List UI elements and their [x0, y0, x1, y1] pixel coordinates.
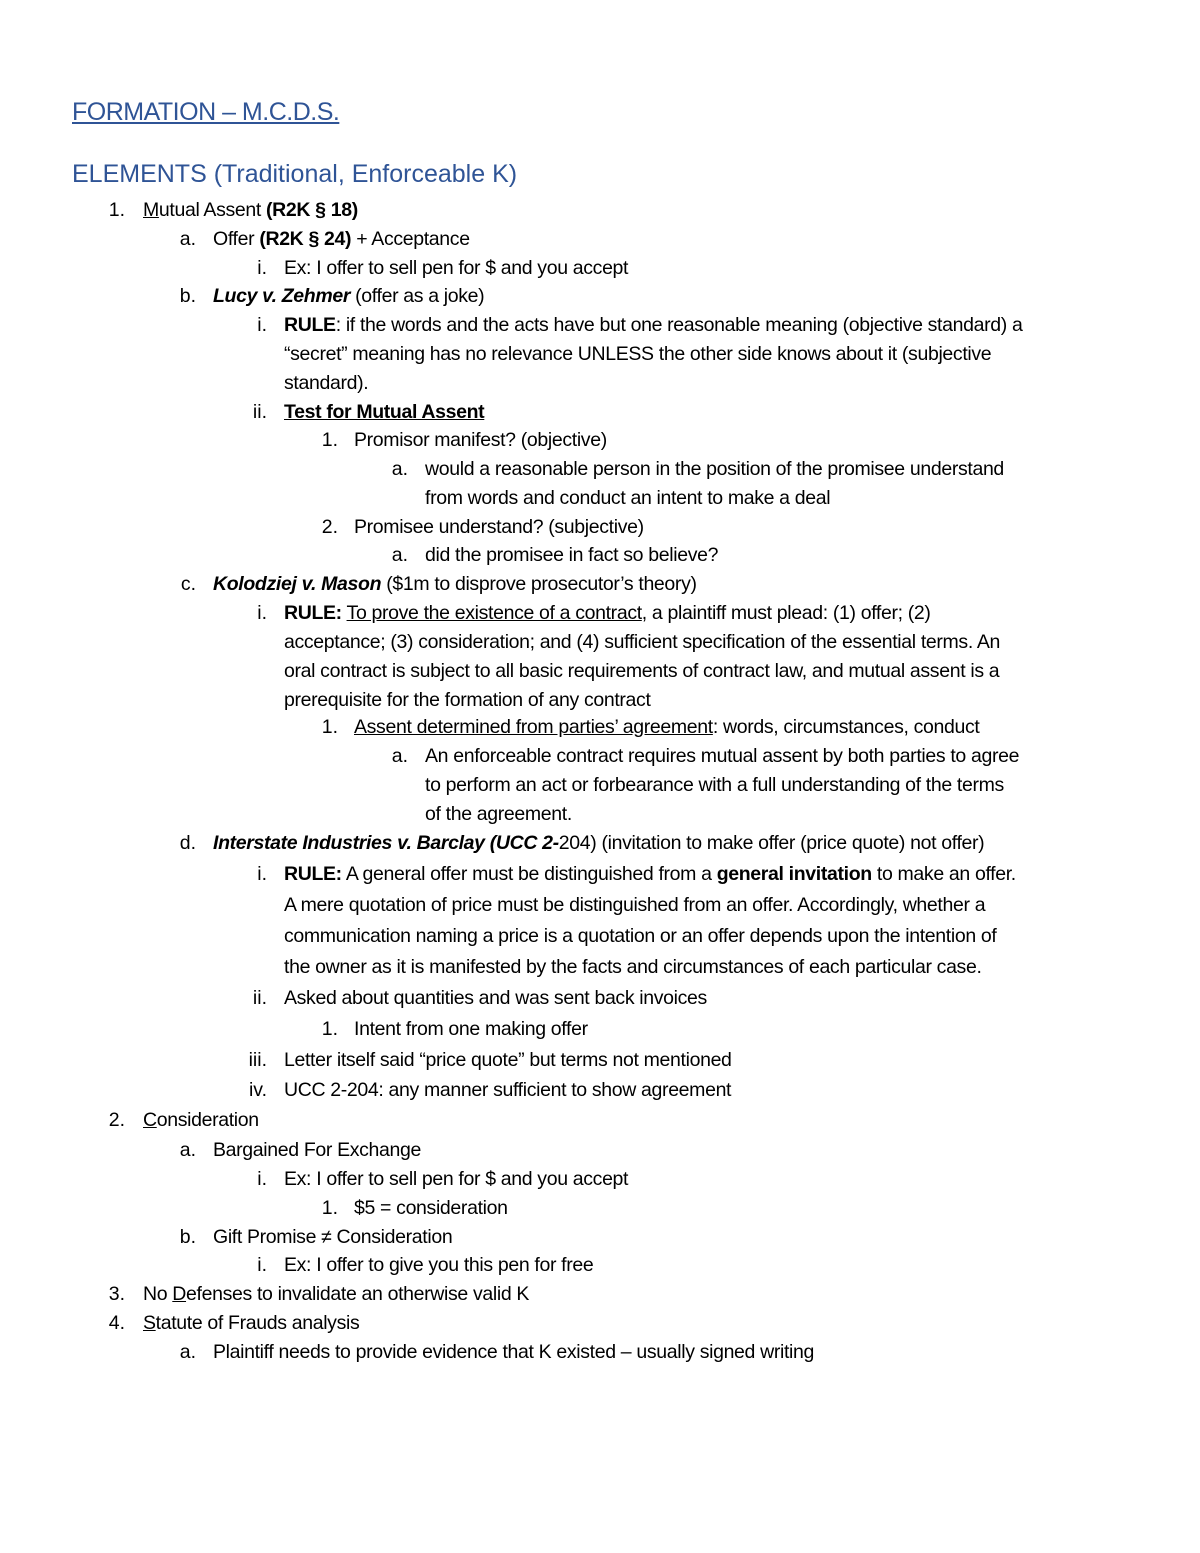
list-item-line — [284, 891, 1180, 920]
list-item-line — [284, 984, 1180, 1013]
list-item-line — [213, 829, 1180, 858]
text-run: A general offer must be distinguished from a — [341, 863, 717, 885]
text-run: Ex: I offer to sell pen for $ and you accept — [284, 257, 629, 279]
list-item-line — [284, 1076, 1180, 1105]
text-run: RULE: — [284, 863, 342, 885]
text-run: : if the words and the acts have but one reasonable meaning (objective standard) a — [335, 314, 1023, 336]
list-item-line — [284, 1165, 1180, 1194]
text-run: Promisor manifest? (objective) — [354, 429, 607, 451]
list-marker: b. — [179, 285, 196, 307]
text-run: Gift Promise ≠ Consideration — [213, 1226, 453, 1248]
list-marker: 4. — [108, 1312, 125, 1334]
list-marker: 2. — [321, 516, 338, 538]
list-marker: i. — [257, 1254, 267, 1276]
text-run: Plaintiff needs to provide evidence that K existed – usually signed writing — [213, 1341, 815, 1363]
list-item-line — [354, 513, 1180, 542]
list-item-line — [213, 570, 1180, 599]
list-item-line — [284, 1046, 1180, 1075]
text-run: Bargained For Exchange — [213, 1139, 422, 1161]
text-run: utual Assent — [158, 199, 267, 221]
list-item-line — [425, 771, 1180, 800]
list-item-line — [284, 922, 1180, 951]
text-run: Test for Mutual Assent — [284, 401, 485, 423]
list-item-line — [425, 484, 1180, 513]
list-marker: d. — [179, 832, 196, 854]
list-marker: c. — [180, 573, 196, 595]
page-title: FORMATION – M.C.D.S. — [72, 98, 340, 126]
list-item-line — [354, 1194, 1180, 1223]
list-marker: b. — [179, 1226, 196, 1248]
list-item-line — [284, 628, 1180, 657]
list-marker: i. — [257, 1168, 267, 1190]
text-run: did the promisee in fact so believe? — [425, 544, 719, 566]
text-run: Ex: I offer to give you this pen for free — [284, 1254, 594, 1276]
text-run: C — [143, 1109, 157, 1131]
text-run: onsideration — [156, 1109, 259, 1131]
list-marker: 1. — [321, 429, 338, 451]
list-marker: 3. — [108, 1283, 125, 1305]
text-run: Letter itself said “price quote” but terms not mentioned — [284, 1049, 732, 1071]
list-marker: a. — [391, 745, 408, 767]
text-run: An enforceable contract requires mutual assent by both parties to agree — [425, 745, 1020, 767]
text-run: + Acceptance — [351, 228, 470, 250]
list-marker: a. — [179, 1139, 196, 1161]
text-run: Lucy v. Zehmer — [213, 285, 351, 307]
list-marker: i. — [257, 863, 267, 885]
text-run: To prove the existence of a contract — [346, 602, 642, 624]
list-item-line — [425, 541, 1180, 570]
list-item-line — [143, 1106, 1180, 1135]
text-run: A mere quotation of price must be distinguished from an offer. Accordingly, whether a — [284, 894, 986, 916]
list-item-line — [284, 311, 1180, 340]
text-run: Asked about quantities and was sent back invoices — [284, 987, 707, 1009]
text-run: No — [143, 1283, 173, 1305]
text-run: $5 = consideration — [354, 1197, 508, 1219]
text-run: prerequisite for the formation of any contract — [284, 689, 651, 711]
list-marker: i. — [257, 602, 267, 624]
text-run: , a plaintiff must plead: (1) offer; (2) — [641, 602, 931, 624]
text-run: (R2K § 24) — [259, 228, 352, 250]
list-marker: 2. — [108, 1109, 125, 1131]
list-item-line — [284, 340, 1180, 369]
list-item-line — [425, 800, 1180, 829]
text-run: RULE — [284, 314, 336, 336]
text-run: tatute of Frauds analysis — [155, 1312, 360, 1334]
text-run: S — [143, 1312, 156, 1334]
list-item-line — [354, 1015, 1180, 1044]
list-marker: a. — [391, 544, 408, 566]
list-item-line — [213, 1338, 1180, 1367]
list-marker: ii. — [252, 401, 267, 423]
text-run: would a reasonable person in the position of the promisee understand — [425, 458, 1004, 480]
list-item-line — [213, 225, 1180, 254]
list-item-line — [284, 369, 1180, 398]
list-item-line — [284, 599, 1180, 628]
text-run: UCC 2-204: any manner sufficient to show agreement — [284, 1079, 732, 1101]
text-run: Ex: I offer to sell pen for $ and you accept — [284, 1168, 629, 1190]
text-run: to make an offer. — [871, 863, 1016, 885]
list-item-line — [284, 1251, 1180, 1280]
list-marker: i. — [257, 257, 267, 279]
list-item-line — [284, 254, 1180, 283]
text-run: Offer — [213, 228, 260, 250]
text-run: Assent determined from parties’ agreement — [354, 716, 713, 738]
text-run: 204) (invitation to make offer (price quote) not offer) — [558, 832, 985, 854]
list-marker: iii. — [248, 1049, 267, 1071]
list-item-line — [284, 686, 1180, 715]
text-run: oral contract is subject to all basic requirements of contract law, and mutual assent is a — [284, 660, 1000, 682]
text-run: Intent from one making offer — [354, 1018, 588, 1040]
list-item-line — [143, 1309, 1180, 1338]
list-marker: a. — [391, 458, 408, 480]
list-item-line — [143, 196, 1180, 225]
text-run: : words, circumstances, conduct — [712, 716, 980, 738]
text-run: Interstate Industries v. Barclay (UCC 2- — [213, 832, 559, 854]
list-item-line — [213, 1223, 1180, 1252]
text-run: ($1m to disprove prosecutor’s theory) — [381, 573, 697, 595]
list-item-line — [425, 455, 1180, 484]
list-marker: 1. — [321, 1018, 338, 1040]
list-item-line — [143, 1280, 1180, 1309]
list-item-line — [284, 657, 1180, 686]
text-run: acceptance; (3) consideration; and (4) sufficient specification of the essential terms. An — [284, 631, 1001, 653]
text-run: “secret” meaning has no relevance UNLESS the other side knows about it (subjective — [284, 343, 992, 365]
list-marker: a. — [179, 228, 196, 250]
list-marker: a. — [179, 1341, 196, 1363]
list-marker: iv. — [248, 1079, 267, 1101]
list-item-line — [284, 860, 1180, 889]
list-marker: i. — [257, 314, 267, 336]
text-run: efenses to invalidate an otherwise valid K — [186, 1283, 530, 1305]
text-run: communication naming a price is a quotation or an offer depends upon the intention of — [284, 925, 997, 947]
list-marker: 1. — [321, 1197, 338, 1219]
text-run: (offer as a joke) — [350, 285, 485, 307]
list-marker: 1. — [321, 716, 338, 738]
text-run: Promisee understand? (subjective) — [354, 516, 644, 538]
list-item-line — [284, 398, 1180, 427]
text-run: D — [172, 1283, 187, 1305]
section-heading: ELEMENTS (Traditional, Enforceable K) — [72, 160, 518, 188]
text-run: to perform an act or forbearance with a full understanding of the terms — [425, 774, 1004, 796]
list-item-line — [213, 1136, 1180, 1165]
text-run: general invitation — [716, 863, 872, 885]
list-item-line — [354, 713, 1180, 742]
text-run: RULE: — [284, 602, 342, 624]
text-run: (R2K § 18) — [266, 199, 358, 221]
list-item-line — [284, 953, 1180, 982]
list-item-line — [213, 282, 1180, 311]
text-run: from words and conduct an intent to make a deal — [425, 487, 831, 509]
text-run: standard). — [284, 372, 369, 394]
list-item-line — [354, 426, 1180, 455]
text-run: M — [143, 199, 159, 221]
list-marker: ii. — [252, 987, 267, 1009]
text-run: of the agreement. — [425, 803, 572, 825]
text-run: Kolodziej v. Mason — [213, 573, 382, 595]
text-run: the owner as it is manifested by the facts and circumstances of each particular case. — [284, 956, 982, 978]
list-marker: 1. — [108, 199, 125, 221]
list-item-line — [425, 742, 1180, 771]
